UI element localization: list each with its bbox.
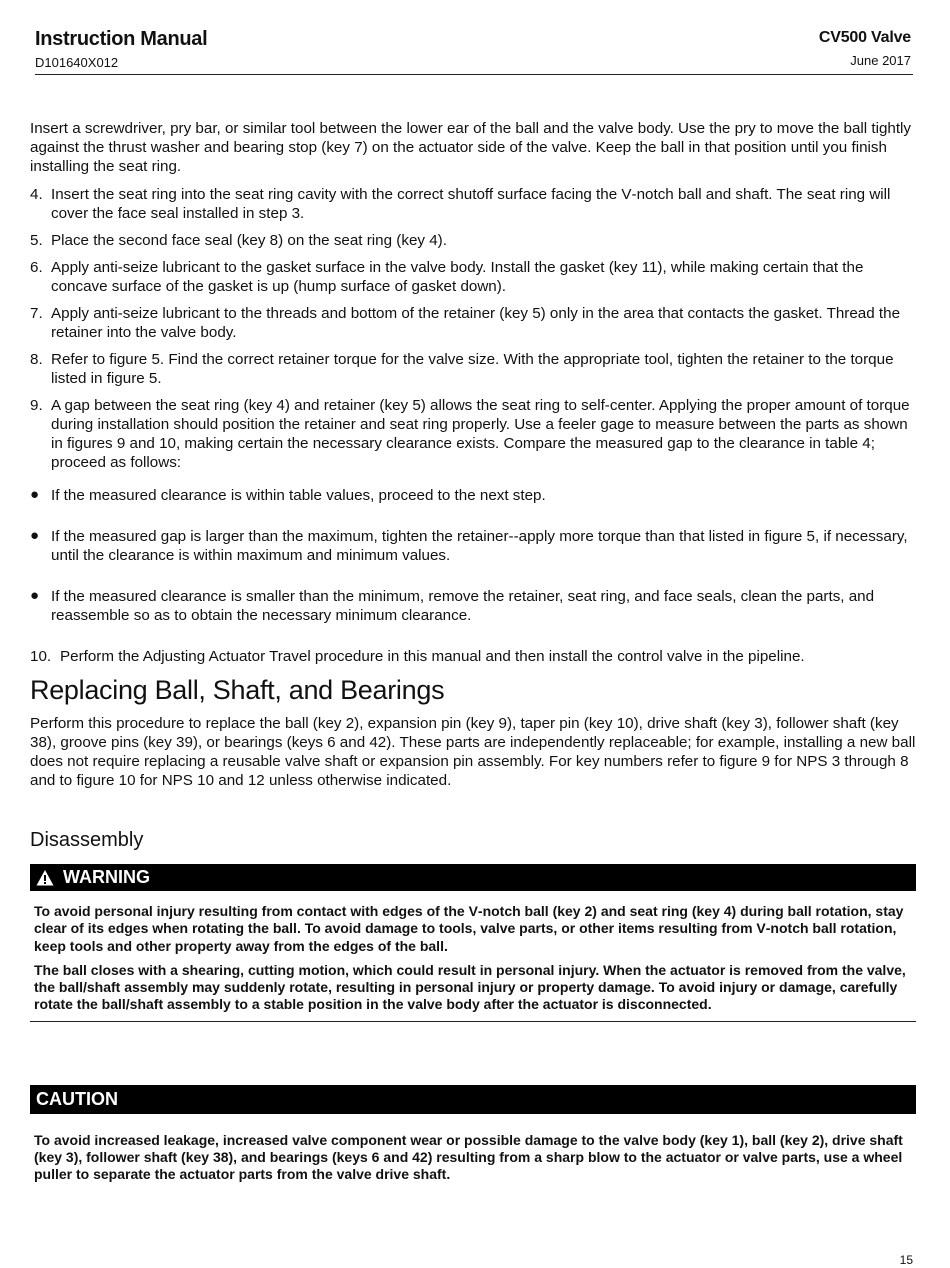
warning-paragraph: The ball closes with a shearing, cutting motion, which could result in personal injury. When the actuator is removed from the valve, the ball/shaft assembly may suddenly rotate, resulting in personal injury or property damage. To avoid injury or damage, carefully rotate the ball/shaft assembly to a stable position in the valve body after the actuator is disconnected. bbox=[34, 961, 906, 1013]
step-7 bbox=[30, 304, 916, 342]
step-number: 8. bbox=[30, 351, 43, 368]
step-6 bbox=[30, 258, 916, 296]
document-number: D101640X012 bbox=[35, 55, 119, 70]
subsection-heading: Disassembly bbox=[30, 829, 144, 851]
bullet-text: If the measured clearance is smaller than the minimum, remove the retainer, seat ring, and face seals, clean the parts, and reassemble so as to obtain the necessary minimum clearance. bbox=[51, 588, 875, 624]
step-8 bbox=[30, 350, 916, 388]
step-10 bbox=[30, 647, 916, 666]
page-number: 15 bbox=[899, 1253, 913, 1267]
warning-paragraph: To avoid personal injury resulting from contact with edges of the V‐notch ball (key 2) and seat ring (key 4) during ball rotation, stay clear of its edges when rotating the ball. To avoid damage to tools, valve parts, or other items resulting from V‐notch ball rotation, keep tools and other property away from the edges of the ball. bbox=[34, 903, 904, 954]
section-heading: Replacing Ball, Shaft, and Bearings bbox=[30, 675, 445, 705]
step-number: 7. bbox=[30, 305, 43, 322]
step-text: Refer to figure 5. Find the correct retainer torque for the valve size. With the appropriate tool, tighten the retainer to the torque listed in figure 5. bbox=[51, 351, 894, 387]
bullet-dot-icon: ● bbox=[30, 486, 40, 503]
step-number: 10. bbox=[30, 648, 52, 665]
bullet-dot-icon: ● bbox=[30, 587, 40, 604]
product-name: CV500 Valve bbox=[818, 29, 911, 46]
warning-divider bbox=[30, 1021, 916, 1022]
step-number: 5. bbox=[30, 232, 43, 249]
step-text: Insert the seat ring into the seat ring cavity with the correct shutoff surface facing the V‐notch ball and shaft. The seat ring will cover the face seal installed in step 3. bbox=[51, 186, 891, 222]
step-text: Apply anti‐seize lubricant to the gasket surface in the valve body. Install the gasket (key 11), while making certain that the concave surface of the gasket is up (hump surface of gasket down). bbox=[51, 259, 864, 295]
step-number: 6. bbox=[30, 259, 43, 276]
step-number: 4. bbox=[30, 186, 43, 203]
warning-triangle-icon bbox=[36, 869, 54, 887]
bullet-item bbox=[30, 587, 916, 625]
page-content bbox=[30, 119, 916, 1184]
step-text: Perform the Adjusting Actuator Travel procedure in this manual and then install the control valve in the pipeline. bbox=[60, 648, 805, 665]
bullet-dot-icon: ● bbox=[30, 527, 40, 544]
step-number: 9. bbox=[30, 397, 43, 414]
caution-label: CAUTION bbox=[36, 1088, 118, 1109]
bullet-item bbox=[30, 527, 916, 565]
publication-date: June 2017 bbox=[850, 53, 911, 68]
step-4 bbox=[30, 185, 916, 223]
section-paragraph: Perform this procedure to replace the ball (key 2), expansion pin (key 9), taper pin (key 10), drive shaft (key 3), follower shaft (key 38), groove pins (key 39), or bearings (keys 6 and 42). These parts are independently replaceable; for example, installing a new ball does not require replacing a reusable valve shaft or expansion pin assembly. For key numbers refer to figure 9 for NPS 3 through 8 and to figure 10 for NPS 10 and 12 unless otherwise indicated. bbox=[30, 715, 916, 789]
caution-banner bbox=[30, 1085, 916, 1114]
step-text: Place the second face seal (key 8) on the seat ring (key 4). bbox=[51, 232, 447, 249]
step-text: A gap between the seat ring (key 4) and retainer (key 5) allows the seat ring to self‐center. Applying the proper amount of torque during installation should position the retainer and seat ring properly. Use a feeler gage to measure between the parts as shown in figures 9 and 10, making certain the necessary clearance exists. Compare the measured gap to the clearance in table 4; proceed as follows: bbox=[51, 397, 910, 471]
bullet-item bbox=[30, 486, 916, 505]
bullet-text: If the measured clearance is within table values, proceed to the next step. bbox=[51, 487, 546, 504]
bullet-text: If the measured gap is larger than the maximum, tighten the retainer‐‐apply more torque than that listed in figure 5, if necessary, until the clearance is within maximum and minimum values. bbox=[51, 528, 908, 564]
step-text: Apply anti‐seize lubricant to the threads and bottom of the retainer (key 5) only in the area that contacts the gasket. Thread the retainer into the valve body. bbox=[51, 305, 901, 341]
page-header bbox=[35, 26, 913, 75]
intro-paragraph: Insert a screwdriver, pry bar, or similar tool between the lower ear of the ball and the valve body. Use the pry to move the ball tightly against the thrust washer and bearing stop (key 7) on the actuator side of the valve. Keep the ball in that position until you finish installing the seat ring. bbox=[30, 120, 912, 175]
step-9 bbox=[30, 396, 916, 472]
manual-title: Instruction Manual bbox=[35, 28, 208, 50]
step-5 bbox=[30, 231, 916, 250]
warning-banner bbox=[30, 864, 916, 891]
warning-label: WARNING bbox=[63, 867, 150, 887]
caution-body: To avoid increased leakage, increased valve component wear or possible damage to the valve body (key 1), ball (key 2), drive shaft (key 3), follower shaft (key 38), and bearings (keys 6 and 42) resulting from a sharp blow to the actuator or valve parts, use a wheel puller to separate the actuator parts from the valve drive shaft. bbox=[34, 1131, 903, 1183]
warning-body bbox=[34, 903, 912, 1014]
